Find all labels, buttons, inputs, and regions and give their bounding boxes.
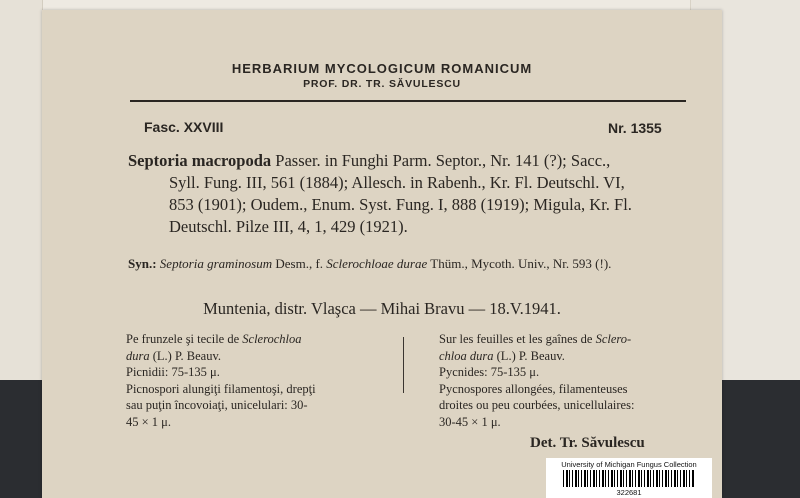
synonym-line: Syn.: Septoria graminosum Desm., f. Sclerochloae durae Thüm., Mycoth. Univ., Nr. 593 (!). — [128, 256, 612, 271]
sheet-fold — [0, 0, 43, 380]
header-rule — [130, 100, 686, 102]
taxon-name: Septoria macropoda — [128, 151, 272, 170]
citation-line-2: Syll. Fung. III, 561 (1884); Allesch. in Rabenh., Kr. Fl. Deutschl. VI, — [169, 173, 625, 192]
description-french: Sur les feuilles et les gaînes de Sclero- chloa dura (L.) P. Beauv. Pycnides: 75-135 μ. Pycnospores allongées, filamenteuses droites ou peu courbées, unicellulaires: 30-45 × 1 μ. — [439, 332, 635, 429]
barcode-label — [546, 458, 712, 498]
editor-line: PROF. DR. TR. SĂVULESCU — [303, 78, 461, 90]
column-divider — [403, 337, 404, 393]
synonym-label: Syn.: — [128, 256, 157, 271]
taxon-citation — [128, 150, 688, 238]
description-romanian: Pe frunzele şi tecile de Sclerochloa dura (L.) P. Beauv. Picnidii: 75-135 μ. Picnospori alungiţi filamentoşi, drepţi sau puţin încovoiaţi, unicelulari: 30- 45 × 1 μ. — [126, 332, 316, 429]
collection-locality: Muntenia, distr. Vlaşca — Mihai Bravu — 18.V.1941. — [203, 299, 561, 318]
specimen-label — [42, 10, 722, 498]
specimen-number: Nr. 1355 — [608, 120, 662, 136]
barcode-number: 322681 — [616, 488, 642, 497]
citation-line-4: Deutschl. Pilze III, 4, 1, 429 (1921). — [169, 217, 408, 236]
fascicle-number: Fasc. XXVIII — [144, 119, 224, 135]
institution-title: HERBARIUM MYCOLOGICUM ROMANICUM — [231, 61, 533, 76]
citation-line-3: 853 (1901); Oudem., Enum. Syst. Fung. I, 888 (1919); Migula, Kr. Fl. — [169, 195, 632, 214]
citation-line-1: Septoria macropoda Passer. in Funghi Parm. Septor., Nr. 141 (?); Sacc., — [128, 151, 611, 170]
barcode — [563, 470, 695, 487]
determiner: Det. Tr. Săvulescu — [530, 435, 645, 451]
collection-name: University of Michigan Fungus Collection — [561, 460, 697, 469]
